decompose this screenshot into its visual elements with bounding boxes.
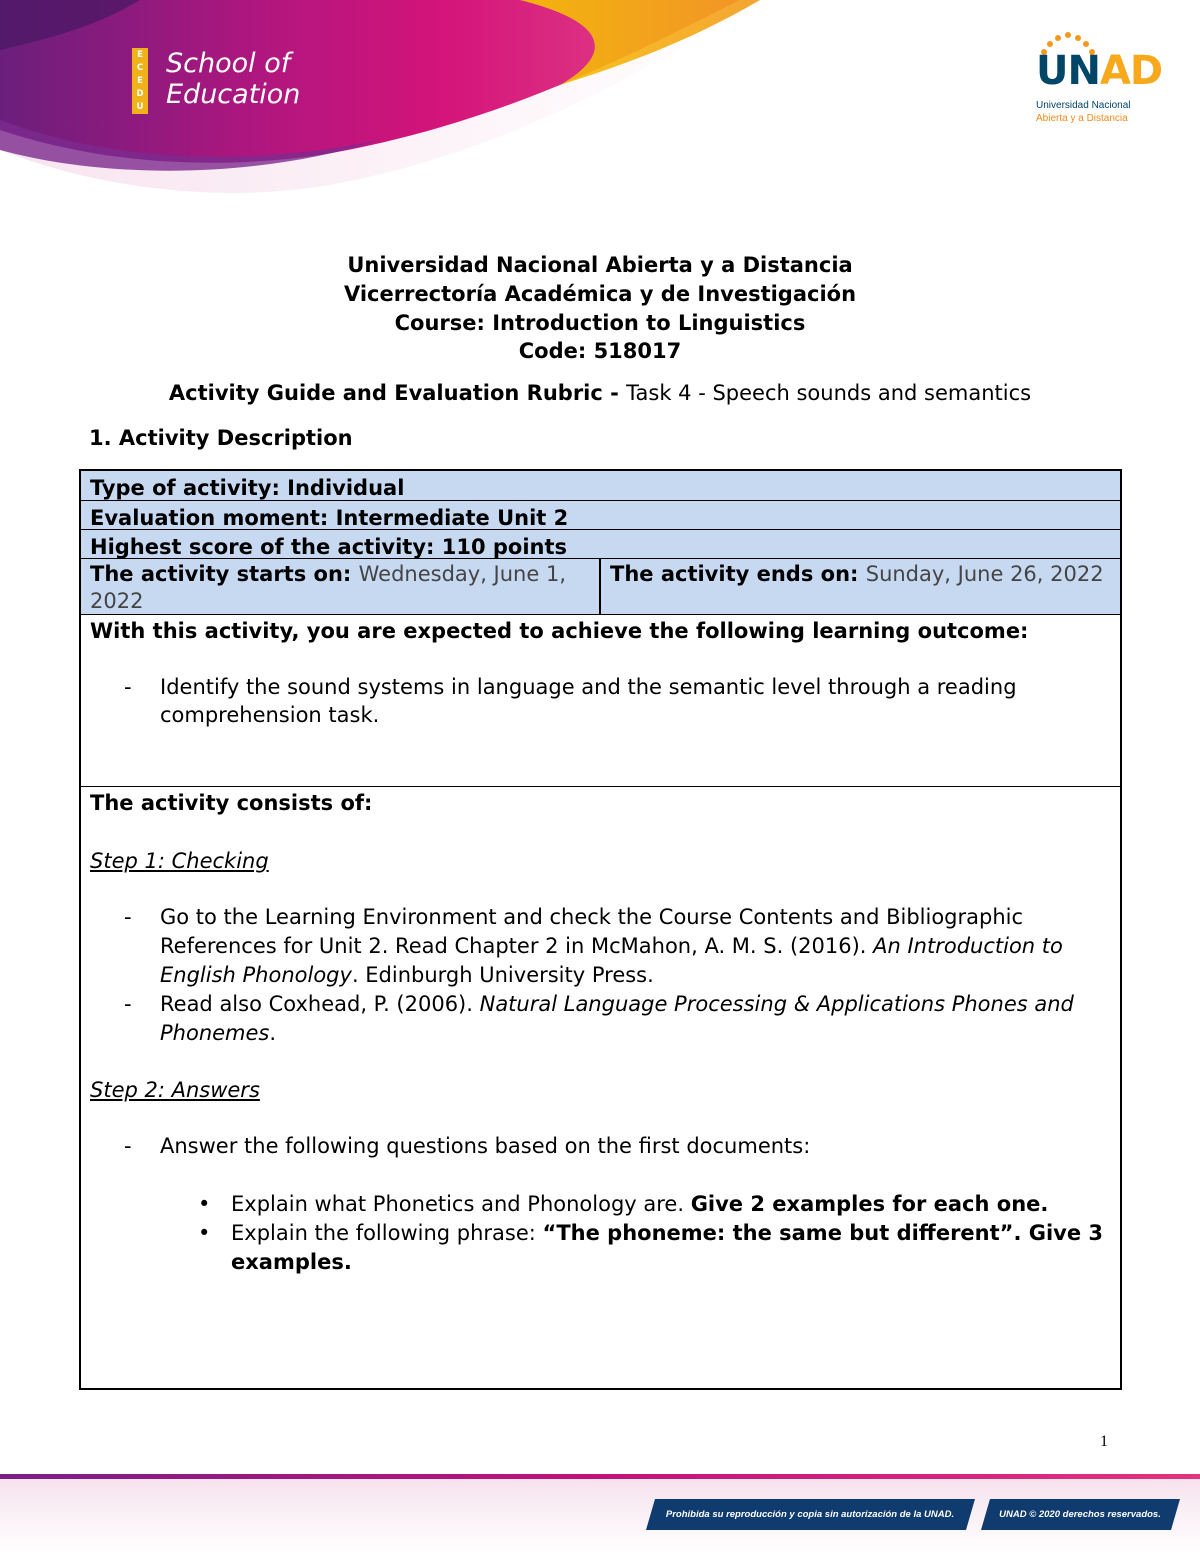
question-1-bold: Give 2 examples for each one.: [690, 1192, 1049, 1216]
footer-notice-left: Prohibida su reproducción y copia sin autorización de la UNAD.: [665, 1509, 955, 1520]
course-code: Code: 518017: [518, 339, 682, 363]
guide-subtitle-task: Task 4 - Speech sounds and semantics: [626, 381, 1032, 405]
bullet-dot-icon: •: [198, 1221, 211, 1245]
dates-row: [81, 559, 1120, 615]
step1-item2-title: Natural Language Processing & Applications Phones and Phonemes: [160, 992, 1074, 1045]
school-name-line1: School of: [166, 48, 291, 79]
course-name: Course: Introduction to Linguistics: [394, 311, 806, 335]
step1-item2-text: Read also Coxhead, P. (2006).: [160, 992, 480, 1016]
step1-item1-book: An Introduction to English Phonology: [160, 934, 1063, 987]
ecedu-letters: E C E D U: [136, 50, 144, 112]
step2-item1: [90, 1132, 1111, 1161]
activity-consists-row: [81, 787, 1120, 1388]
step1-item2-end: .: [269, 1021, 277, 1045]
evaluation-moment: Evaluation moment: Intermediate Unit 2: [90, 506, 569, 530]
unad-wordmark-ad: AD: [1099, 48, 1163, 94]
step1-item1-text: Go to the Learning Environment and check the Course Contents and Bibliographic References for Unit 2. Read Chapter 2 in McMahon, A. M. S. (2016).: [160, 905, 1024, 958]
step1-title: Step 1: Checking: [90, 849, 269, 873]
end-date-cell: [601, 559, 1120, 614]
learning-outcome-text: Identify the sound systems in language and the semantic level through a reading comprehension task.: [160, 675, 1017, 727]
guide-subtitle: [0, 381, 1200, 405]
section-title: 1. Activity Description: [89, 426, 353, 450]
end-date-label: The activity ends on:: [610, 562, 866, 586]
activity-consists-cell: [81, 787, 1120, 1277]
step2-item1-text: Answer the following questions based on the first documents:: [160, 1134, 811, 1158]
activity-table: [79, 469, 1122, 1390]
university-name: Universidad Nacional Abierta y a Distancia: [347, 253, 853, 277]
start-date-cell: [81, 559, 601, 614]
unad-logo: [1030, 30, 1170, 130]
unad-wordmark-un: UN: [1036, 48, 1100, 94]
learning-outcome-row: [81, 615, 1120, 787]
learning-outcome-intro: With this activity, you are expected to achieve the following learning outcome:: [90, 619, 1029, 643]
start-date-value: Wednesday, June 1, 2022: [90, 562, 566, 613]
highest-score-row: [81, 530, 1120, 559]
school-name: [166, 48, 300, 110]
footer-notice-right: UNAD © 2020 derechos reservados.: [999, 1509, 1161, 1520]
type-of-activity-row: [81, 471, 1120, 501]
learning-outcome-item: [90, 673, 1111, 729]
step1-item2: [90, 990, 1111, 1048]
learning-outcome-cell: [81, 615, 1120, 729]
unad-name-line1: Universidad Nacional: [1036, 100, 1131, 111]
dash-bullet-icon: -: [124, 905, 132, 929]
question-2-bold: “The phoneme: the same but different”. Give 3 examples.: [231, 1221, 1104, 1274]
unad-wordmark: [1036, 48, 1162, 94]
ecedu-bar: [132, 48, 148, 114]
step1-item1-publisher: . Edinburgh University Press.: [351, 963, 654, 987]
unad-name-line2: Abierta y a Distancia: [1036, 113, 1128, 124]
highest-score: Highest score of the activity: 110 points: [90, 535, 568, 559]
question-2-text: Explain the following phrase:: [231, 1221, 543, 1245]
consists-title: The activity consists of:: [90, 791, 373, 815]
vicerrectoria: Vicerrectoría Académica y de Investigación: [343, 282, 857, 306]
start-date-label: The activity starts on:: [90, 562, 359, 586]
step2-title: Step 2: Answers: [90, 1078, 260, 1102]
type-of-activity: Type of activity: Individual: [90, 476, 405, 500]
dash-bullet-icon: -: [124, 992, 132, 1016]
dash-bullet-icon: -: [124, 675, 132, 699]
page-number: 1: [1100, 1433, 1108, 1450]
end-date-value: Sunday, June 26, 2022: [865, 562, 1104, 586]
dash-bullet-icon: -: [124, 1134, 132, 1158]
guide-subtitle-bold: Activity Guide and Evaluation Rubric -: [168, 381, 627, 405]
question-bullet-2: [90, 1219, 1111, 1277]
step1-item1: [90, 903, 1111, 990]
question-bullet-1: [90, 1190, 1111, 1219]
evaluation-moment-row: [81, 501, 1120, 530]
school-of-education-logo: [132, 48, 307, 118]
question-1-text: Explain what Phonetics and Phonology are.: [231, 1192, 691, 1216]
bullet-dot-icon: •: [198, 1192, 211, 1216]
header-banner: [0, 0, 1200, 240]
school-name-line2: Education: [166, 79, 301, 110]
